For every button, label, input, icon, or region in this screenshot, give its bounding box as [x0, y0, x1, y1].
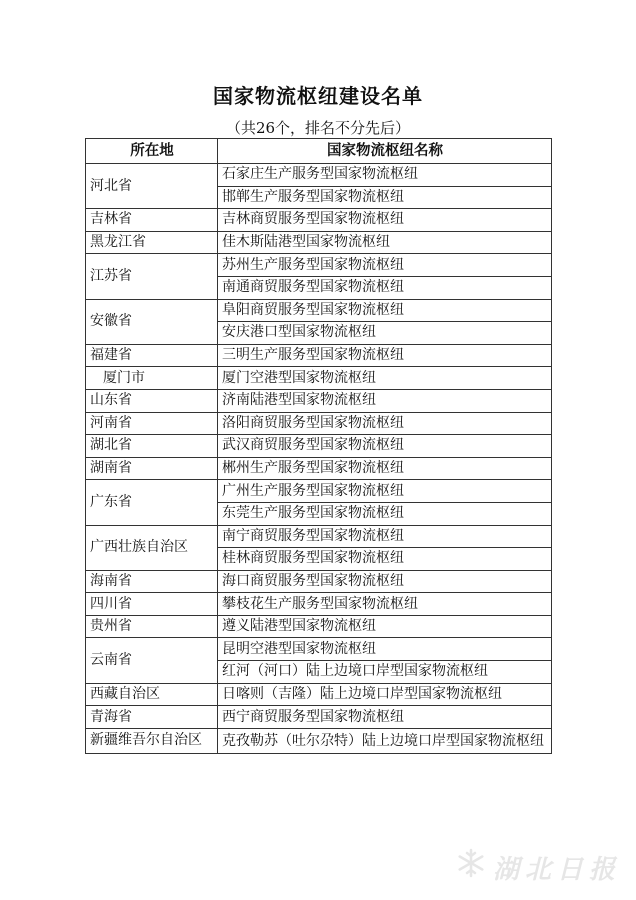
column-header-location: 所在地 — [86, 139, 218, 164]
table-row — [86, 615, 552, 638]
hub-list-table — [85, 138, 552, 754]
hub-name-cell: 厦门空港型国家物流枢纽 — [218, 367, 552, 390]
table-header-row — [86, 139, 552, 164]
location-cell: 安徽省 — [86, 299, 218, 344]
table-row — [86, 728, 552, 753]
hub-name-cell: 苏州生产服务型国家物流枢纽 — [218, 254, 552, 277]
table-row — [86, 570, 552, 593]
hub-name-cell: 阜阳商贸服务型国家物流枢纽 — [218, 299, 552, 322]
table-row — [86, 706, 552, 729]
hub-name-cell: 南通商贸服务型国家物流枢纽 — [218, 276, 552, 299]
location-cell: 湖南省 — [86, 457, 218, 480]
location-cell: 西藏自治区 — [86, 683, 218, 706]
snowflake-logo-icon — [455, 847, 487, 879]
location-cell: 河南省 — [86, 412, 218, 435]
table-body — [86, 164, 552, 754]
table-row — [86, 209, 552, 232]
location-cell: 湖北省 — [86, 435, 218, 458]
table-row — [86, 389, 552, 412]
hub-name-cell: 安庆港口型国家物流枢纽 — [218, 322, 552, 345]
document-subtitle: （共26个，排名不分先后） — [225, 119, 411, 137]
location-cell: 黑龙江省 — [86, 231, 218, 254]
hub-name-cell: 攀枝花生产服务型国家物流枢纽 — [218, 593, 552, 616]
table-row — [86, 480, 552, 503]
location-cell: 福建省 — [86, 344, 218, 367]
table-row — [86, 164, 552, 187]
hub-name-cell: 洛阳商贸服务型国家物流枢纽 — [218, 412, 552, 435]
hub-name-cell: 郴州生产服务型国家物流枢纽 — [218, 457, 552, 480]
table-row — [86, 231, 552, 254]
table-row — [86, 638, 552, 661]
watermark-text: 湖北日报 — [493, 855, 622, 885]
hub-name-cell: 济南陆港型国家物流枢纽 — [218, 389, 552, 412]
table-row — [86, 525, 552, 548]
location-cell: 广东省 — [86, 480, 218, 525]
hub-name-cell: 桂林商贸服务型国家物流枢纽 — [218, 548, 552, 571]
table-row — [86, 435, 552, 458]
hub-name-cell: 佳木斯陆港型国家物流枢纽 — [218, 231, 552, 254]
location-cell: 四川省 — [86, 593, 218, 616]
hub-name-cell: 三明生产服务型国家物流枢纽 — [218, 344, 552, 367]
location-cell: 云南省 — [86, 638, 218, 683]
hub-name-cell: 红河（河口）陆上边境口岸型国家物流枢纽 — [218, 661, 552, 684]
newspaper-watermark — [455, 845, 625, 885]
hub-name-cell: 吉林商贸服务型国家物流枢纽 — [218, 209, 552, 232]
location-cell: 吉林省 — [86, 209, 218, 232]
location-cell: 海南省 — [86, 570, 218, 593]
location-cell: 贵州省 — [86, 615, 218, 638]
location-cell: 新疆维吾尔自治区 — [86, 728, 218, 753]
hub-name-cell: 武汉商贸服务型国家物流枢纽 — [218, 435, 552, 458]
table-row — [86, 412, 552, 435]
table-row — [86, 299, 552, 322]
hub-name-cell: 石家庄生产服务型国家物流枢纽 — [218, 164, 552, 187]
location-cell: 河北省 — [86, 164, 218, 209]
hub-name-cell: 西宁商贸服务型国家物流枢纽 — [218, 706, 552, 729]
location-cell: 广西壮族自治区 — [86, 525, 218, 570]
table-row — [86, 683, 552, 706]
hub-name-cell: 南宁商贸服务型国家物流枢纽 — [218, 525, 552, 548]
location-cell: 江苏省 — [86, 254, 218, 299]
hub-name-cell: 海口商贸服务型国家物流枢纽 — [218, 570, 552, 593]
table-row — [86, 593, 552, 616]
hub-name-cell: 东莞生产服务型国家物流枢纽 — [218, 502, 552, 525]
hub-name-cell: 昆明空港型国家物流枢纽 — [218, 638, 552, 661]
hub-name-cell: 邯郸生产服务型国家物流枢纽 — [218, 186, 552, 209]
hub-name-cell: 遵义陆港型国家物流枢纽 — [218, 615, 552, 638]
location-cell: 青海省 — [86, 706, 218, 729]
location-cell: 山东省 — [86, 389, 218, 412]
hub-name-cell: 克孜勒苏（吐尔尕特）陆上边境口岸型国家物流枢纽 — [218, 728, 552, 753]
hub-name-cell: 广州生产服务型国家物流枢纽 — [218, 480, 552, 503]
table-row — [86, 367, 552, 390]
column-header-hub-name: 国家物流枢纽名称 — [218, 139, 552, 164]
location-cell: 厦门市 — [86, 367, 218, 390]
table-row — [86, 254, 552, 277]
table-row — [86, 344, 552, 367]
document-title: 国家物流枢纽建设名单 — [213, 84, 423, 108]
table-row — [86, 457, 552, 480]
hub-name-cell: 日喀则（吉隆）陆上边境口岸型国家物流枢纽 — [218, 683, 552, 706]
